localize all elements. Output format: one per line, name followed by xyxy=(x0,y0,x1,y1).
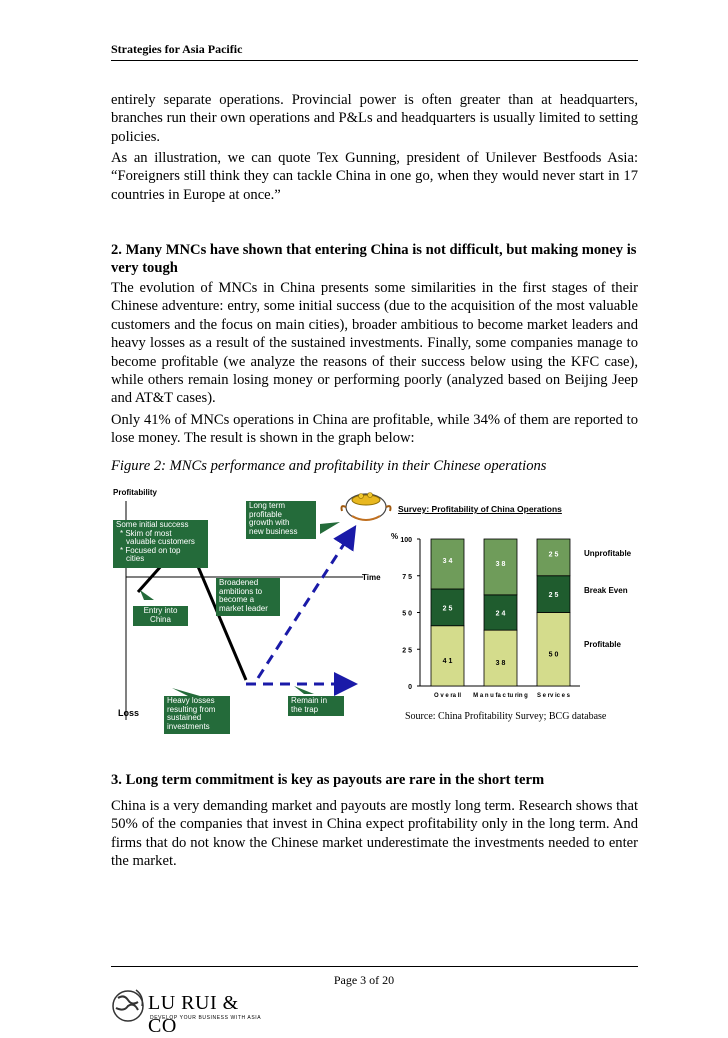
figure-caption: Figure 2: MNCs performance and profitability in their Chinese operations xyxy=(111,458,547,474)
callout-line: become a xyxy=(219,595,255,605)
callout-entry xyxy=(133,606,188,626)
time-label: Time xyxy=(362,573,381,582)
callout-line: the trap xyxy=(291,704,319,714)
y-tick-label: 100 xyxy=(400,537,412,544)
bar-profitable-services xyxy=(537,613,570,687)
figure-2 xyxy=(108,482,642,744)
category-label: O v e ra ll xyxy=(433,693,462,699)
y-axis-label: Profitability xyxy=(113,488,158,497)
chart-title: Survey: Profitability of China Operations xyxy=(398,504,562,514)
legend-unprofitable: Unprofitable xyxy=(584,549,632,558)
bar-value-label: 2 5 xyxy=(442,605,453,613)
section-2-heading: 2. Many MNCs have shown that entering China is not difficult, but making money is very tough xyxy=(111,242,637,277)
page-number: Page 3 of 20 xyxy=(333,973,395,987)
callout-long-term xyxy=(246,501,316,539)
bar-value-label: 4 1 xyxy=(442,657,453,665)
paragraph-1: entirely separate operations. Provincial power is often greater than at headquarters, branches run their own operations and P&Ls and headquarters is usually limited to setting policies. xyxy=(111,92,638,145)
callout-line: new business xyxy=(249,526,298,536)
logo-name: LU RUI & CO xyxy=(148,992,239,1037)
legend-break-even: Break Even xyxy=(584,586,628,595)
bar-profitable-manufacturing xyxy=(484,630,517,686)
y-tick-label: 2 5 xyxy=(402,647,412,655)
bar-value-label: 2 4 xyxy=(495,610,506,618)
callout-line: ambitions to xyxy=(219,586,263,596)
callout-initial-success xyxy=(113,520,208,568)
chart-y-label: % xyxy=(391,532,399,541)
callout-line: valuable customers xyxy=(126,537,195,547)
callout-line: investments xyxy=(167,721,210,731)
y-tick-label: 7 5 xyxy=(402,573,412,581)
callout-line: Entry into xyxy=(143,606,178,615)
callout-line: China xyxy=(150,614,171,624)
callout-line: profitable xyxy=(249,509,282,519)
callout-line: cities xyxy=(126,554,145,564)
bar-value-label: 2 5 xyxy=(548,551,559,559)
paragraph-5: China is a very demanding market and payouts are mostly long term. Research shows that 50% of the companies that invest in China expect profitability only in the long term. And firms that do not know the Chinese market underestimate the investments needed to enter the market. xyxy=(111,798,638,870)
bar-value-label: 3 4 xyxy=(442,557,453,565)
footer-rule xyxy=(111,966,638,967)
legend-profitable: Profitable xyxy=(584,640,621,649)
callout-line: * Focused on top xyxy=(120,545,181,555)
header-rule xyxy=(111,60,638,61)
paragraph-3: The evolution of MNCs in China presents some similarities in the first stages of their Chinese adventure: entry, some initial success (due to the acquisition of the most valuable customers and the focus on main cities), broader ambitious to become market leaders and heavy losses as a result of the sustained investments. Finally, some companies manage to become profitable (we analyze the reasons of their success below using the KFC case), while others remain losing money or performing poorly (analyzed based on Beijing Jeep and AT&T cases). xyxy=(111,280,638,407)
y-tick-label: 5 0 xyxy=(402,610,412,618)
callout-line: Heavy losses xyxy=(167,696,215,705)
bar-value-label: 3 8 xyxy=(495,560,506,568)
bar-value-label: 5 0 xyxy=(548,651,559,659)
category-label: M a n u fa c tu rin g xyxy=(473,693,528,699)
bar-value-label: 2 5 xyxy=(548,592,559,600)
callout-trap xyxy=(288,696,344,716)
callout-heavy-losses xyxy=(164,696,230,734)
callout-broadened xyxy=(216,578,280,616)
running-header: Strategies for Asia Pacific xyxy=(111,42,243,56)
callout-line: growth with xyxy=(249,518,290,528)
callout-line: * Skim of most xyxy=(120,528,172,538)
pot-of-gold-icon xyxy=(342,493,391,521)
callout-line: sustained xyxy=(167,713,202,723)
bar-profitable-overall xyxy=(431,626,464,686)
category-label: S e rv ic e s xyxy=(536,693,571,699)
section-3-heading: 3. Long term commitment is key as payouts are rare in the short term xyxy=(111,772,545,788)
callout-line: resulting from xyxy=(167,704,216,714)
callout-line: market leader xyxy=(219,603,268,613)
chart-source: Source: China Profitability Survey; BCG database xyxy=(405,711,607,722)
loss-label: Loss xyxy=(118,708,140,718)
y-tick-label: 0 xyxy=(408,684,412,691)
company-logo xyxy=(108,988,268,1037)
paragraph-2: As an illustration, we can quote Tex Gunning, president of Unilever Bestfoods Asia: “Foreigners still think they can tackle China in one go, when they would never start in 17 countries in Europe at once.” xyxy=(111,150,638,203)
callout-line: Remain in xyxy=(291,696,328,705)
logo-tagline: DEVELOP YOUR BUSINESS WITH ASIA xyxy=(150,1015,262,1021)
callout-line: Long term xyxy=(249,501,286,510)
callout-line: Some initial success xyxy=(116,520,189,529)
paragraph-4: Only 41% of MNCs operations in China are profitable, while 34% of them are reported to lose money. The result is shown in the graph below: xyxy=(111,412,638,447)
callout-line: Broadened xyxy=(219,578,259,587)
bar-value-label: 3 8 xyxy=(495,660,506,668)
globe-icon xyxy=(108,986,152,1026)
